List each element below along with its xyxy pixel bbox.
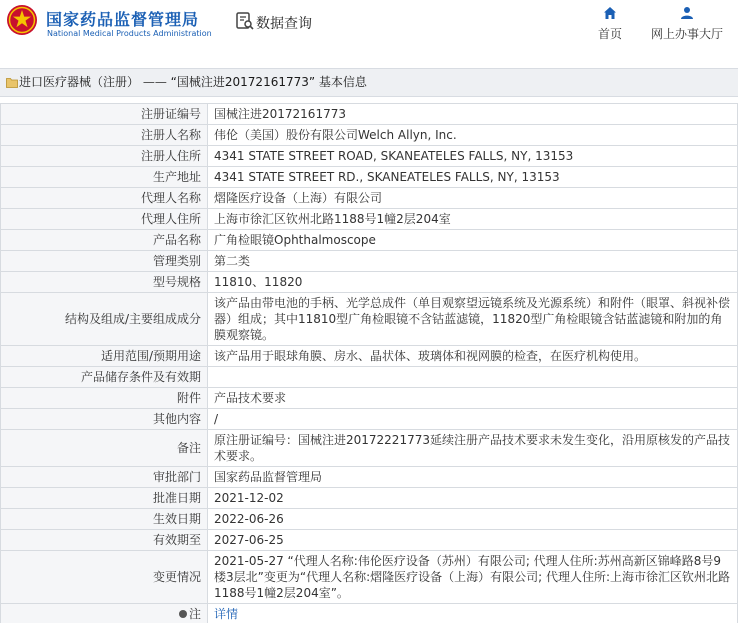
nav-online-service-hall[interactable] xyxy=(648,6,726,42)
field-label: 其他内容 xyxy=(1,409,208,430)
field-label: 型号规格 xyxy=(1,272,208,293)
table-row xyxy=(1,230,738,251)
table-row xyxy=(1,409,738,430)
table-row xyxy=(1,188,738,209)
field-value: 11810、11820 xyxy=(208,272,738,293)
note-label: 注 xyxy=(188,607,201,621)
table-row xyxy=(1,251,738,272)
field-label: 备注 xyxy=(1,430,208,467)
field-value: 4341 STATE STREET RD., SKANEATELES FALLS, NY, 13153 xyxy=(208,167,738,188)
field-value: / xyxy=(208,409,738,430)
note-value-cell xyxy=(208,604,738,623)
field-label: 结构及组成/主要组成成分 xyxy=(1,293,208,346)
note-label-cell xyxy=(1,604,208,623)
table-row xyxy=(1,346,738,367)
field-value: 熠隆医疗设备（上海）有限公司 xyxy=(208,188,738,209)
field-value: 4341 STATE STREET ROAD, SKANEATELES FALLS, NY, 13153 xyxy=(208,146,738,167)
table-row xyxy=(1,430,738,467)
field-label: 注册证编号 xyxy=(1,104,208,125)
field-value: 第二类 xyxy=(208,251,738,272)
table-row xyxy=(1,488,738,509)
table-row xyxy=(1,104,738,125)
record-detail-table xyxy=(0,103,738,623)
field-label: 产品储存条件及有效期 xyxy=(1,367,208,388)
field-value: 广角检眼镜Ophthalmoscope xyxy=(208,230,738,251)
field-value: 伟伦（美国）股份有限公司Welch Allyn, Inc. xyxy=(208,125,738,146)
nav-home[interactable] xyxy=(595,6,625,42)
field-label: 附件 xyxy=(1,388,208,409)
field-label: 生效日期 xyxy=(1,509,208,530)
emblem-icon xyxy=(6,4,38,36)
field-value xyxy=(208,367,738,388)
user-icon xyxy=(680,6,694,20)
breadcrumb-current: “国械注进20172161773” 基本信息 xyxy=(170,75,367,89)
data-query-label[interactable]: 数据查询 xyxy=(256,16,312,32)
field-value: 2021-12-02 xyxy=(208,488,738,509)
bullet-icon xyxy=(179,610,187,618)
field-value: 2021-05-27 “代理人名称:伟伦医疗设备（苏州）有限公司; 代理人住所:苏州高新区锦峰路8号9楼3层北”变更为“代理人名称:熠隆医疗设备（上海）有限公司; 代理人住所:上海市徐汇区钦州北路1188号1幢2层204室”。 xyxy=(208,551,738,604)
field-value: 2027-06-25 xyxy=(208,530,738,551)
field-label: 产品名称 xyxy=(1,230,208,251)
field-value: 原注册证编号：国械注进20172221773延续注册产品技术要求未发生变化，沿用原核发的产品技术要求。 xyxy=(208,430,738,467)
field-label: 代理人住所 xyxy=(1,209,208,230)
field-label: 批准日期 xyxy=(1,488,208,509)
breadcrumb xyxy=(0,68,738,97)
details-link[interactable]: 详情 xyxy=(214,607,239,621)
field-label: 审批部门 xyxy=(1,467,208,488)
field-value: 上海市徐汇区钦州北路1188号1幢2层204室 xyxy=(208,209,738,230)
data-query-icon xyxy=(236,12,254,30)
table-row xyxy=(1,467,738,488)
field-value: 2022-06-26 xyxy=(208,509,738,530)
breadcrumb-category[interactable]: 进口医疗器械（注册） xyxy=(19,75,140,89)
table-row xyxy=(1,209,738,230)
org-name-en: National Medical Products Administration xyxy=(47,29,212,38)
breadcrumb-separator: —— xyxy=(142,75,167,89)
field-label: 适用范围/预期用途 xyxy=(1,346,208,367)
home-icon xyxy=(603,6,617,20)
table-row xyxy=(1,388,738,409)
table-row xyxy=(1,272,738,293)
table-row xyxy=(1,367,738,388)
table-row xyxy=(1,146,738,167)
folder-icon xyxy=(6,77,18,88)
field-value: 该产品用于眼球角膜、房水、晶状体、玻璃体和视网膜的检查，在医疗机构使用。 xyxy=(208,346,738,367)
field-value: 国械注进20172161773 xyxy=(208,104,738,125)
table-row xyxy=(1,125,738,146)
field-value: 该产品由带电池的手柄、光学总成件（单目观察望远镜系统及光源系统）和附件（眼罩、斜视补偿器）组成；其中11810型广角检眼镜不含钴蓝滤镜，11820型广角检眼镜含钴蓝滤镜和附加的角膜观察镜。 xyxy=(208,293,738,346)
field-value: 国家药品监督管理局 xyxy=(208,467,738,488)
site-header xyxy=(0,0,738,48)
field-label: 有效期至 xyxy=(1,530,208,551)
field-value: 产品技术要求 xyxy=(208,388,738,409)
table-row xyxy=(1,167,738,188)
org-name-cn: 国家药品监督管理局 xyxy=(46,10,200,29)
table-row xyxy=(1,509,738,530)
field-label: 注册人住所 xyxy=(1,146,208,167)
table-row xyxy=(1,293,738,346)
nav-home-label: 首页 xyxy=(597,27,622,41)
field-label: 变更情况 xyxy=(1,551,208,604)
field-label: 管理类别 xyxy=(1,251,208,272)
table-row xyxy=(1,551,738,604)
field-label: 生产地址 xyxy=(1,167,208,188)
table-row xyxy=(1,530,738,551)
field-label: 代理人名称 xyxy=(1,188,208,209)
nav-online-label: 网上办事大厅 xyxy=(650,27,723,41)
field-label: 注册人名称 xyxy=(1,125,208,146)
note-row xyxy=(1,604,738,623)
